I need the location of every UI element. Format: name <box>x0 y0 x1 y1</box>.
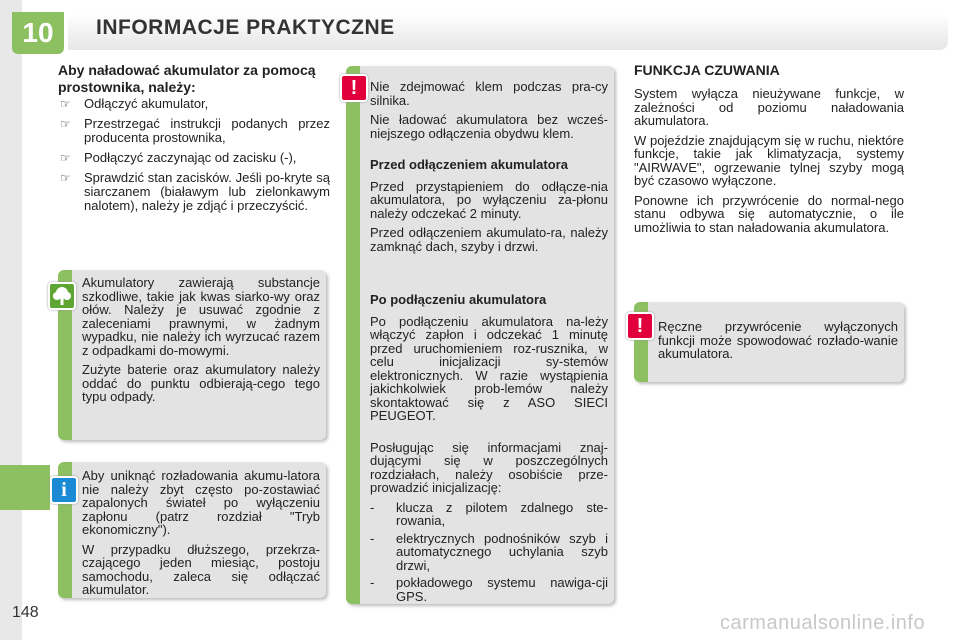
exclamation-icon: ! <box>626 312 654 340</box>
list-item: ☞ Podłączyć zaczynając od zacisku (-), <box>60 150 297 165</box>
chapter-side-marker <box>0 465 50 510</box>
subheading-before-disconnect: Przed odłączeniem akumulatora <box>370 157 568 172</box>
tree-icon <box>48 282 76 310</box>
list-item: ☞ Odłączyć akumulator, <box>60 96 209 111</box>
info-text: Aby uniknąć rozładowania akumu-latora nie należy zbyt często po-zostawiać zapalonych świateł po wyłączeniu zapłonu (patrz rozdział "Tryb ekonomiczny"). W przypadku dłuższego, przekrza-czającego jeden miesiąc, postoju samochodu, zaleca się odłączać akumulator. <box>82 468 320 597</box>
pointing-hand-icon: ☞ <box>60 171 71 185</box>
list-item: ☞ Sprawdzić stan zacisków. Jeśli po-kryte są siarczanem (białawym lub zielonkawym nalotem), należy je zdjąć i przeczyścić. <box>60 170 330 213</box>
charging-steps <box>58 97 330 219</box>
list-item: ☞ Przestrzegać instrukcji podanych przez producenta prostownika, <box>60 116 330 145</box>
info-icon: i <box>50 476 78 504</box>
watermark: carmanualsonline.info <box>720 612 926 634</box>
list-item: - elektrycznych podnośników szyb i automatycznego uchylania szyb drzwi, <box>370 530 608 573</box>
standby-heading: FUNKCJA CZUWANIA <box>634 62 780 78</box>
pointing-hand-icon: ☞ <box>60 117 71 131</box>
charging-heading: Aby naładować akumulator za pomocą prostownika, należy: <box>58 62 316 95</box>
standby-warning-text: Ręczne przywrócenie wyłączonych funkcji może spowodować rozłado-wanie akumulatora. <box>658 319 898 361</box>
exclamation-icon: ! <box>340 74 368 102</box>
chapter-number: 10 <box>22 17 54 48</box>
page-number: 148 <box>12 604 39 621</box>
subheading-after-connect: Po podłączeniu akumulatora <box>370 292 547 307</box>
left-margin-strip <box>0 0 22 640</box>
init-list <box>370 501 608 604</box>
pointing-hand-icon: ☞ <box>60 97 71 111</box>
pointing-hand-icon: ☞ <box>60 151 71 165</box>
page-title: INFORMACJE PRAKTYCZNE <box>96 16 395 39</box>
warning-text: Nie zdejmować klem podczas pra-cy silnika. Nie ładować akumulatora bez wcześ-niejszego odłączenia obydwu klem. Przed odłączeniem akumulatora Przed przystąpieniem do odłącze-nia akumulatora, po wyłączeniu za-płonu należy odczekać 2 minuty. Przed odłączeniem akumulato-ra, należy zamknąć dach, szyby i drzwi. Po podłączeniu akumulatora Po podłączeniu akumulatora na-leży włączyć zapłon i odczekać 1 minutę przed uruchomieniem roz-rusznika, w celu inicjalizacji sy-stemów elektronicznych. W razie wystąpienia jakichkolwiek prob-lemów należy skontaktować się z ASO SIECI PEUGEOT. Posługując się informacjami znaj-dującymi się w poszczególnych rozdziałach, należy osobiście prze-prowadzić inicjalizację: - klucza z pilotem zdalnego ste-rowania, - elektrycznych podnośników szyb i automatycznego uchylania szyb drzwi, - pokładowego systemu nawiga-cji GPS. <box>370 79 608 604</box>
standby-text: System wyłącza nieużywane funkcje, w zależności od poziomu naładowania akumulatora. W pojeździe znajdującym się w ruchu, niektóre funkcje, takie jak klimatyzacja, systemy "AIRWAVE", ogrzewanie tylnej szyby mogą być czasowo wyłączone. Ponowne ich przywrócenie do normal-nego stanu odbywa się automatycznie, o ile umożliwia to stan naładowania akumulatora. <box>634 86 904 235</box>
list-item: - pokładowego systemu nawiga-cji GPS. <box>370 575 608 604</box>
list-item: - klucza z pilotem zdalnego ste-rowania, <box>370 499 608 528</box>
environment-text: Akumulatory zawierają substancje szkodliwe, takie jak kwas siarko-wy oraz ołów. Należy je usuwać zgodnie z zaleceniami prawnymi, w żadnym wypadku, nie należy ich wyrzucać razem z odpadkami do-mowymi. Zużyte baterie oraz akumulatory należy oddać do punktu odbierają-cego tego typu odpady. <box>82 275 320 404</box>
